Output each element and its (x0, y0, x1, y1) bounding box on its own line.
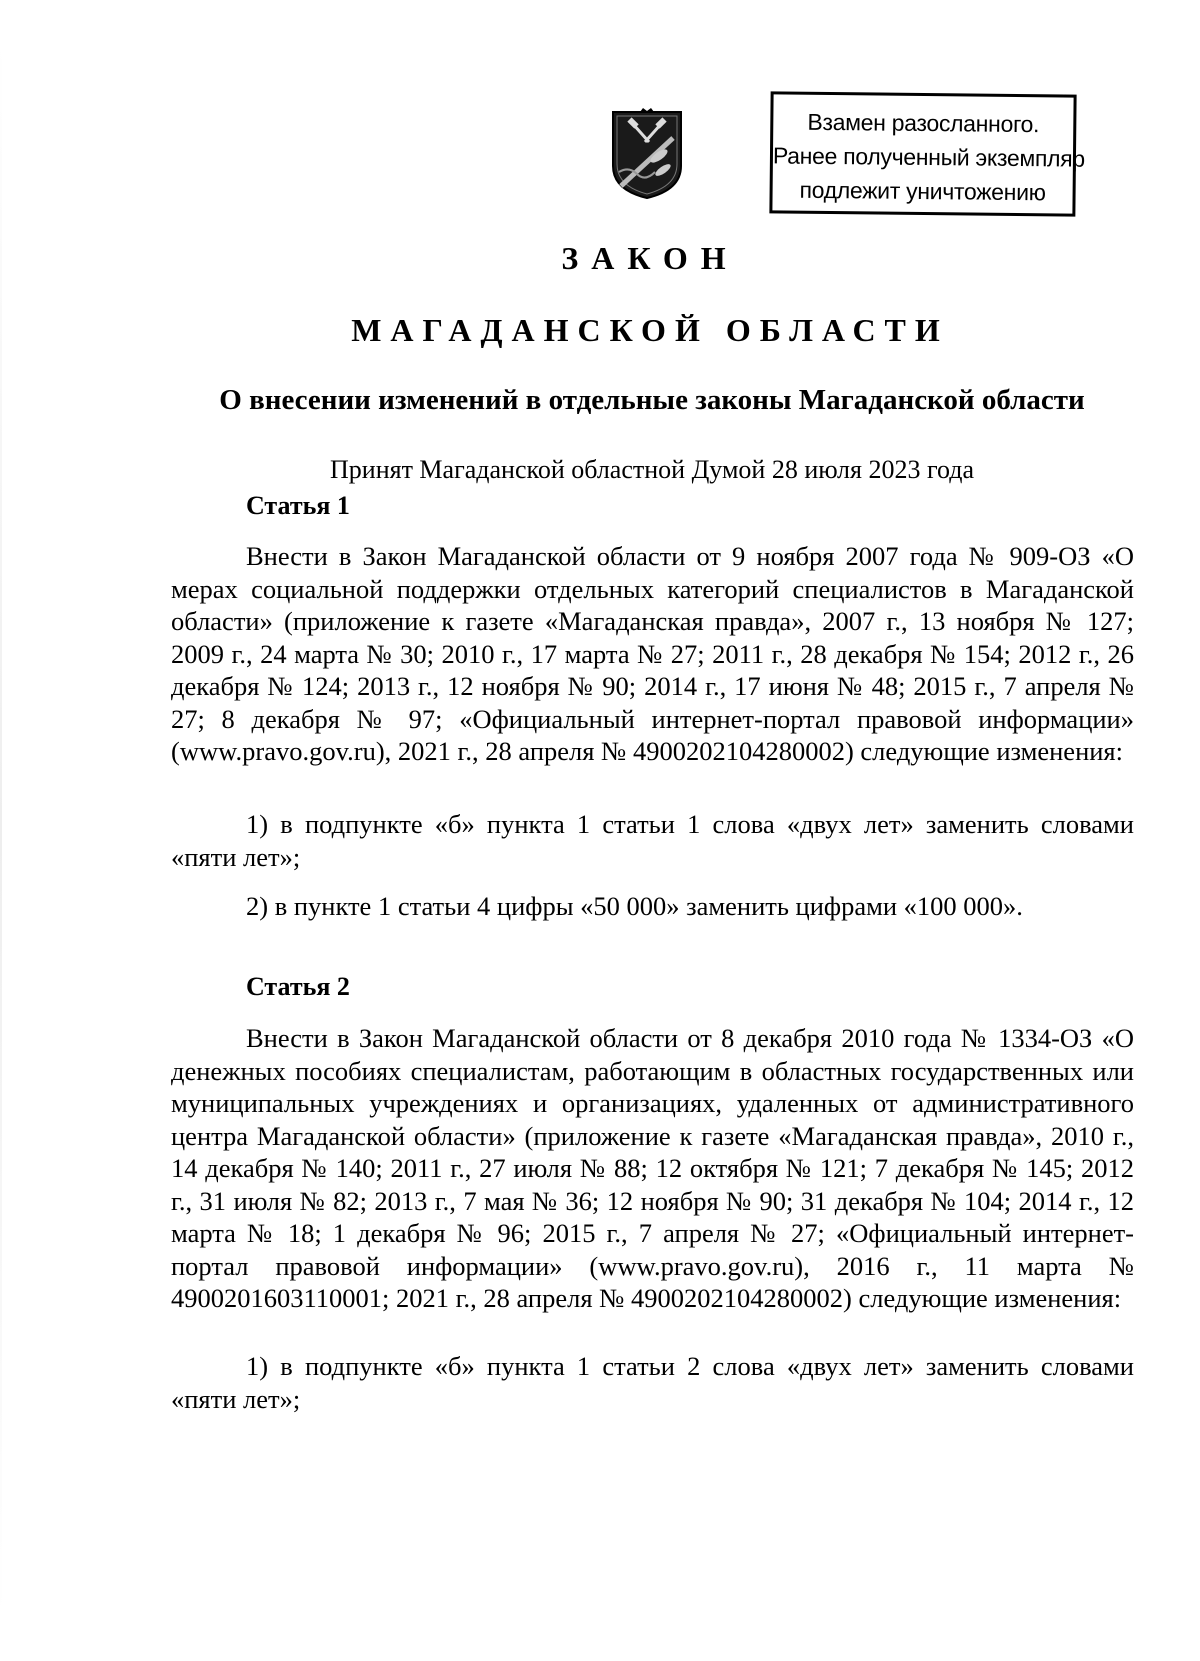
article-1-paragraph-intro: Внести в Закон Магаданской области от 9 ноября 2007 года № 909-ОЗ «О мерах социальной поддержки отдельных категорий специалистов в Магаданской области» (приложение к газете «Магаданская правда», 2007 г., 13 ноября № 127; 2009 г., 24 марта № 30; 2010 г., 17 марта № 27; 2011 г., 28 декабря № 154; 2012 г., 26 декабря № 124; 2013 г., 12 ноября № 90; 2014 г., 17 июня № 48; 2015 г., 7 апреля № 27; 8 декабря № 97; «Официальный интернет-портал правовой информации» (www.pravo.gov.ru), 2021 г., 28 апреля № 4900202104280002) следующие изменения: (171, 541, 1134, 766)
article-2-item-1: 1) в подпункте «б» пункта 1 статьи 2 слова «двух лет» заменить словами «пяти лет»; (171, 1351, 1134, 1414)
document-type-title: ЗАКОН (561, 240, 739, 276)
article-1-heading: Статья 1 (246, 491, 350, 520)
replacement-stamp (769, 91, 1086, 216)
region-title: МАГАДАНСКОЙ ОБЛАСТИ (351, 312, 949, 348)
article-2-heading: Статья 2 (246, 972, 350, 1001)
scan-edge (0, 40, 2, 1620)
stamp-line: Взамен разосланного. (807, 108, 1040, 138)
law-subject-title: О внесении изменений в отдельные законы Магаданской области (219, 384, 1085, 416)
coat-of-arms-icon (607, 108, 687, 200)
stamp-line: Ранее полученный экземпляр (772, 142, 1086, 172)
article-1-item-1: 1) в подпункте «б» пункта 1 статьи 1 слова «двух лет» заменить словами «пяти лет»; (171, 809, 1134, 872)
article-1-item-2: 2) в пункте 1 статьи 4 цифры «50 000» заменить цифрами «100 000». (246, 891, 1023, 921)
article-2-paragraph-intro: Внести в Закон Магаданской области от 8 декабря 2010 года № 1334-ОЗ «О денежных пособиях специалистам, работающим в областных государственных или муниципальных учреждениях и организациях, удаленных от административного центра Магаданской области» (приложение к газете «Магаданская правда», 2010 г., 14 декабря № 140; 2011 г., 27 июля № 88; 12 октября № 121; 7 декабря № 145; 2012 г., 31 июля № 82; 2013 г., 7 мая № 36; 12 ноября № 90; 31 декабря № 104; 2014 г., 12 марта № 18; 1 декабря № 96; 2015 г., 7 апреля № 27; «Официальный интернет-портал правовой информации» (www.pravo.gov.ru), 2016 г., 11 марта № 4900201603110001; 2021 г., 28 апреля № 4900202104280002) следующие изменения: (171, 1023, 1134, 1313)
stamp-line: подлежит уничтожению (799, 176, 1046, 206)
adoption-line: Принят Магаданской областной Думой 28 июля 2023 года (330, 455, 974, 484)
